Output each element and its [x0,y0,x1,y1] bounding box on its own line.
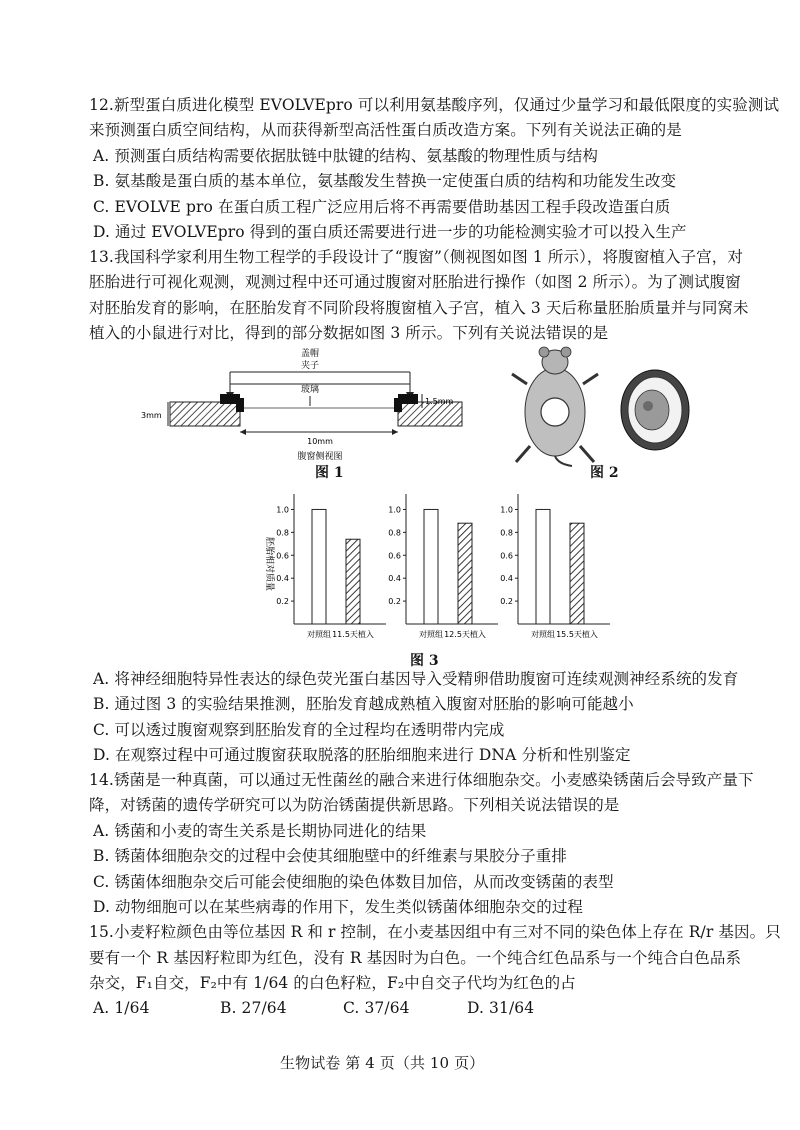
fig3-tick-label: 0.6 [276,551,289,561]
figure-1-window-side-view [140,346,470,464]
fig1-label-width: 10mm [307,437,333,446]
fig3-bar-implant [346,539,360,624]
fig3-ylabel: 胚胎相对质量 [264,536,274,592]
fig3-tick-label: 0.6 [388,551,401,561]
q13-stem-line3: 对胚胎发育的影响，在胚胎发育不同阶段将腹窗植入子宫，植入 3 天后称量胚胎质量并与同窝未 [89,299,749,317]
q14-option-d: D. 动物细胞可以在某些病毒的作用下，发生类似锈菌体细胞杂交的过程 [93,898,584,916]
fig1-label-bottom: 腹窗侧视图 [297,452,343,462]
fig1-label-glass: 玻璃 [300,385,320,395]
embryo [635,390,669,430]
fig3-tick-label: 1.0 [500,505,513,515]
q14-stem-line2: 降，对锈菌的遗传学研究可以为防治锈菌提供新思路。下列相关说法错误的是 [89,796,620,814]
page-footer: 生物试卷 第 4 页（共 10 页） [280,1054,485,1072]
fig1-label-clip: 夹子 [300,361,320,371]
fig1-label-left: 3mm [141,411,162,420]
fig3-category-label: 对照组 [531,630,555,639]
fig3-category-label: 对照组 [419,630,443,639]
figure-1-caption: 图 1 [315,465,344,481]
fig3-bar-control [536,509,550,624]
q15-option-d: D. 31/64 [467,999,535,1017]
fig3-tick-label: 1.0 [276,505,289,515]
fig3-tick-label: 0.2 [388,597,401,607]
q13-stem-line2: 胚胎进行可视化观测，观测过程中还可通过腹窗对胚胎进行操作（如图 2 所示）。为了测试腹窗 [89,273,741,291]
q13-option-a: A. 将神经细胞特异性表达的绿色荧光蛋白基因导入受精卵借助腹窗可连续观测神经系统的发育 [93,670,739,688]
q13-option-d: D. 在观察过程中可通过腹窗获取脱落的胚胎细胞来进行 DNA 分析和性别鉴定 [93,746,631,764]
fig3-bar-control [424,509,438,624]
q12-option-b: B. 氨基酸是蛋白质的基本单位，氨基酸发生替换一定使蛋白质的结构和功能发生改变 [93,172,677,190]
q12-stem-line1: 12.新型蛋白质进化模型 EVOLVEpro 可以利用氨基酸序列，仅通过少量学习和最低限度的实验测试 [89,96,780,114]
fig3-tick-label: 0.4 [500,574,513,584]
q13-stem-line4: 植入的小鼠进行对比，得到的部分数据如图 3 所示。下列有关说法错误的是 [89,324,609,342]
q14-option-a: A. 锈菌和小麦的寄生关系是长期协同进化的结果 [93,822,427,840]
fig3-tick-label: 0.8 [388,528,401,538]
mouse-illustration [512,347,598,466]
figure-3-bar-charts [250,484,610,644]
fig3-tick-label: 0.8 [276,528,289,538]
abdominal-window [541,398,569,426]
fig3-tick-label: 0.2 [276,597,289,607]
q12-option-d: D. 通过 EVOLVEpro 得到的蛋白质还需要进行进一步的功能检测实验才可以投入生产 [93,223,687,241]
fig3-category-label: 11.5天植入 [332,630,374,639]
q13-stem-line1: 13.我国科学家利用生物工程学的手段设计了“腹窗”（侧视图如图 1 所示），将腹窗植入子宫，对 [89,248,743,266]
fig1-label-right: 1.5mm [425,397,454,406]
figure-2-mouse-window [500,346,720,468]
window-closeup [621,370,689,450]
q14-stem-line1: 14.锈菌是一种真菌，可以通过无性菌丝的融合来进行体细胞杂交。小麦感染锈菌后会导致产量下 [89,771,754,789]
fig3-tick-label: 0.8 [500,528,513,538]
figure-2-caption: 图 2 [590,465,619,481]
fig3-category-label: 12.5天植入 [444,630,486,639]
q12-option-c: C. EVOLVE pro 在蛋白质工程广泛应用后将不再需要借助基因工程手段改造蛋白质 [93,198,671,216]
fig3-tick-label: 0.2 [500,597,513,607]
fig3-tick-label: 0.6 [500,551,513,561]
fig3-bar-implant [570,523,584,624]
q12-stem-line2: 来预测蛋白质空间结构，从而获得新型高活性蛋白质改造方案。下列有关说法正确的是 [89,121,682,139]
fig3-bar-implant [458,523,472,624]
fig3-category-label: 对照组 [307,630,331,639]
fig1-label-cap: 盖帽 [300,349,320,359]
q14-option-b: B. 锈菌体细胞杂交的过程中会使其细胞壁中的纤维素与果胶分子重排 [93,847,567,865]
q15-option-a: A. 1/64 [93,999,150,1017]
q12-option-a: A. 预测蛋白质结构需要依据肽链中肽键的结构、氨基酸的物理性质与结构 [93,147,598,165]
q14-option-c: C. 锈菌体细胞杂交后可能会使细胞的染色体数目加倍，从而改变锈菌的表型 [93,873,614,891]
q15-stem-line3: 杂交，F₁自交，F₂中有 1/64 的白色籽粒，F₂中自交子代均为红色的占 [89,974,576,992]
q15-option-c: C. 37/64 [343,999,410,1017]
fig3-category-label: 15.5天植入 [556,630,598,639]
q15-option-b: B. 27/64 [220,999,287,1017]
figure-3-caption: 图 3 [410,653,439,669]
fig3-tick-label: 0.4 [276,574,289,584]
q15-stem-line1: 15.小麦籽粒颜色由等位基因 R 和 r 控制，在小麦基因组中有三对不同的染色体上存在 R/r 基因。只 [89,923,781,941]
fig3-tick-label: 1.0 [388,505,401,515]
q13-option-c: C. 可以透过腹窗观察到胚胎发育的全过程均在透明带内完成 [93,721,505,739]
q15-stem-line2: 要有一个 R 基因籽粒即为红色，没有 R 基因时为白色。一个纯合红色品系与一个纯合白色品系 [89,949,742,967]
q13-option-b: B. 通过图 3 的实验结果推测，胚胎发育越成熟植入腹窗对胚胎的影响可能越小 [93,695,634,713]
fig3-tick-label: 0.4 [388,574,401,584]
fig3-bar-control [312,509,326,624]
